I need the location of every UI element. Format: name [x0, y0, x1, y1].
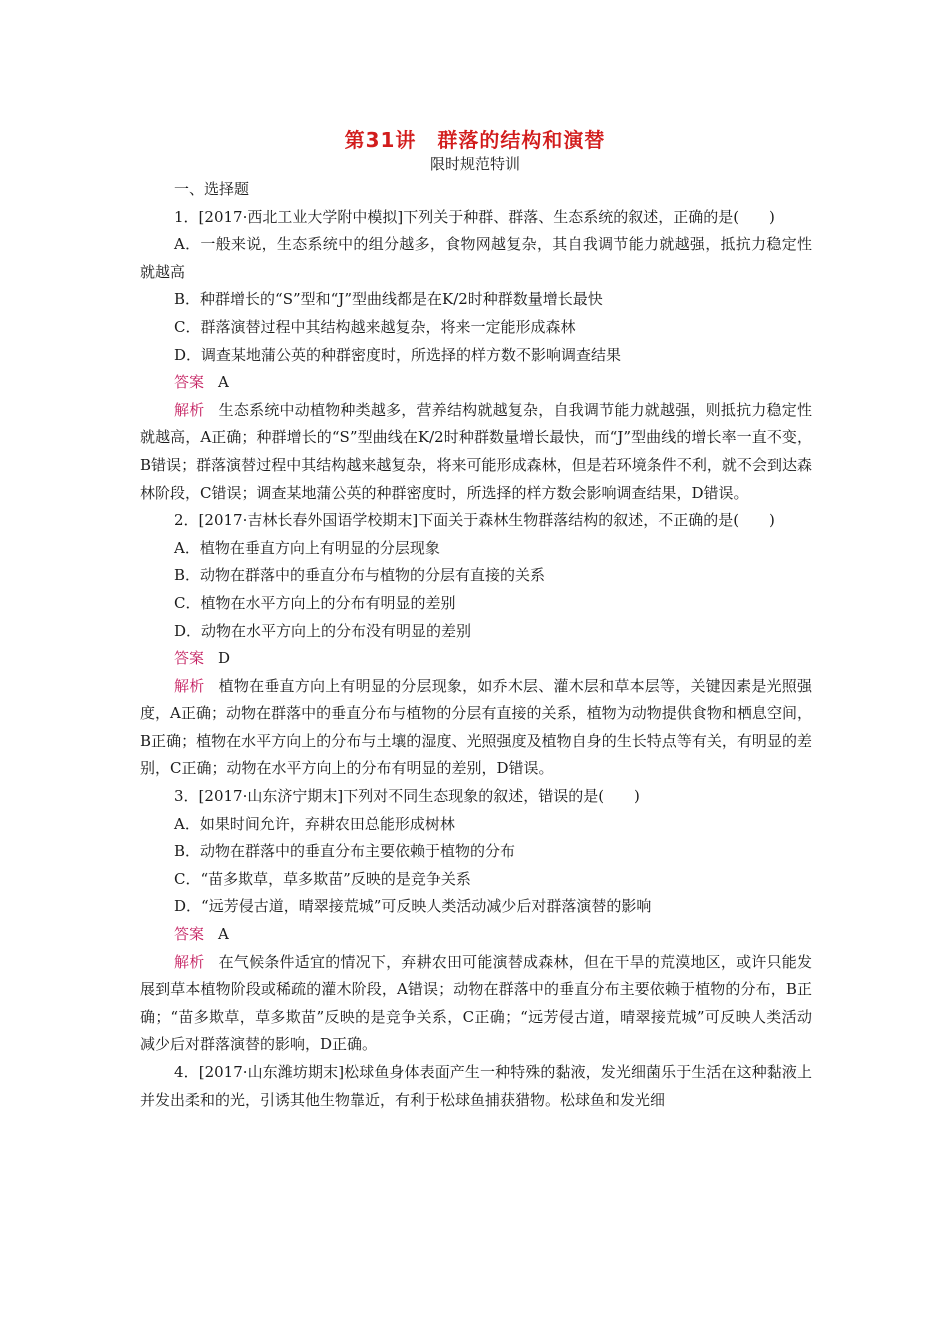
question-1-option-a: A．一般来说，生态系统中的组分越多，食物网越复杂，其自我调节能力就越强，抵抗力稳定性就越高 [140, 235, 812, 281]
question-2-answer [140, 645, 812, 673]
question-2-analysis [140, 673, 812, 783]
question-3-option-d: D．“远芳侵古道，晴翠接荒城”可反映人类活动减少后对群落演替的影响 [174, 897, 652, 916]
question-2-option-b: B．动物在群落中的垂直分布与植物的分层有直接的关系 [174, 566, 546, 585]
analysis-label: 解析 [174, 400, 205, 419]
question-1-stem: 1．[2017·西北工业大学附中模拟]下列关于种群、群落、生态系统的叙述，正确的是( ) [174, 207, 775, 226]
answer-value: A [218, 373, 229, 392]
question-3-answer [140, 921, 812, 949]
page-subtitle: 限时规范特训 [429, 155, 520, 173]
analysis-text: 在气候条件适宜的情况下，弃耕农田可能演替成森林，但在干旱的荒漠地区，或许只能发展到草本植物阶段或稀疏的灌木阶段，A错误；动物在群落中的垂直分布主要依赖于植物的分布，B正确；“苗多欺草，草多欺苗”反映的是竞争关系，C正确；“远芳侵古道，晴翠接荒城”可反映人类活动减少后对群落演替的影响，D正确。 [140, 952, 812, 1054]
answer-value: A [218, 925, 229, 944]
question-2-option-d: D．动物在水平方向上的分布没有明显的差别 [174, 621, 472, 640]
analysis-text: 生态系统中动植物种类越多，营养结构就越复杂，自我调节能力就越强，则抵抗力稳定性就越高，A正确；种群增长的“S”型曲线在K/2时种群数量增长最快，而“J”型曲线的增长率一直不变，B错误；群落演替过程中其结构越来越复杂，将来可能形成森林，但是若环境条件不利，就不会到达森林阶段，C错误；调查某地蒲公英的种群密度时，所选择的样方数会影响调查结果，D错误。 [140, 400, 812, 502]
question-3-stem: 3．[2017·山东济宁期末]下列对不同生态现象的叙述，错误的是( ) [174, 787, 640, 806]
answer-value: D [218, 649, 231, 668]
question-4-stem: 4．[2017·山东潍坊期末]松球鱼身体表面产生一种特殊的黏液，发光细菌乐于生活在这种黏液上并发出柔和的光，引诱其他生物靠近，有利于松球鱼捕获猎物。松球鱼和发光细 [140, 1063, 812, 1109]
page-title: 第31讲 群落的结构和演替 [344, 128, 606, 152]
answer-label: 答案 [174, 925, 205, 944]
question-2-option-c: C．植物在水平方向上的分布有明显的差别 [174, 593, 456, 612]
question-1-option-c: C．群落演替过程中其结构越来越复杂，将来一定能形成森林 [174, 317, 576, 336]
analysis-label: 解析 [174, 952, 205, 971]
document-body [140, 176, 812, 1114]
question-2-stem: 2．[2017·吉林长春外国语学校期末]下面关于森林生物群落结构的叙述，不正确的是( ) [174, 511, 775, 530]
question-1-option-d: D．调查某地蒲公英的种群密度时，所选择的样方数不影响调查结果 [174, 345, 622, 364]
question-3-option-c: C．“苗多欺草，草多欺苗”反映的是竞争关系 [174, 869, 471, 888]
answer-label: 答案 [174, 373, 205, 392]
question-3-analysis [140, 949, 812, 1059]
analysis-text: 植物在垂直方向上有明显的分层现象，如乔木层、灌木层和草本层等，关键因素是光照强度，A正确；动物在群落中的垂直分布与植物的分层有直接的关系，植物为动物提供食物和栖息空间，B正确；植物在水平方向上的分布与土壤的湿度、光照强度及植物自身的生长特点等有关，有明显的差别，C正确；动物在水平方向上的分布有明显的差别，D错误。 [140, 676, 812, 778]
question-3-option-a: A．如果时间允许，弃耕农田总能形成树林 [174, 814, 455, 833]
question-1-answer [140, 369, 812, 397]
question-1-analysis [140, 397, 812, 507]
answer-label: 答案 [174, 649, 205, 668]
question-2-option-a: A．植物在垂直方向上有明显的分层现象 [174, 538, 440, 557]
question-3-option-b: B．动物在群落中的垂直分布主要依赖于植物的分布 [174, 842, 516, 861]
section-heading: 一、选择题 [174, 180, 250, 198]
analysis-label: 解析 [174, 676, 205, 695]
question-1-option-b: B．种群增长的“S”型和“J”型曲线都是在K/2时种群数量增长最快 [174, 290, 603, 309]
